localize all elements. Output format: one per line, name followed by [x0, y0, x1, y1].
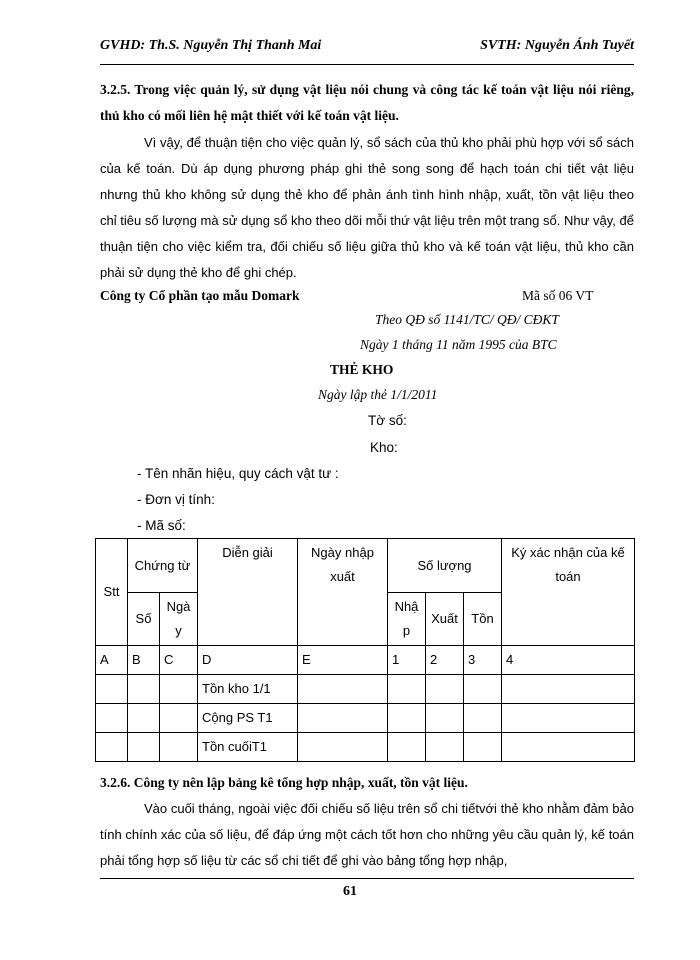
decision-date: Ngày 1 tháng 11 năm 1995 của BTC — [360, 337, 557, 352]
table-row — [96, 646, 635, 675]
section-326-heading: 3.2.6. Công ty nên lập bảng kê tổng hợp nhập, xuất, tồn vật liệu. — [100, 775, 468, 790]
section-325-heading: 3.2.5. Trong việc quản lý, sử dụng vật liệu nói chung và công tác kế toán vật liệu nói riêng, thủ kho có mối liên hệ mật thiết với kế toán vật liệu. — [100, 82, 634, 123]
section-325-body: Vì vậy, để thuận tiện cho việc quản lý, sổ sách của thủ kho phải phù hợp với sổ sách của kế toán. Dù áp dụng phương pháp ghi thẻ song song để hạch toán chi tiết vật liệu nhưng thủ kho không sử dụng thẻ kho để phản ánh tình hình nhập, xuất, tồn vật liệu theo chỉ tiêu số lượng mà sử dụng sổ kho theo dõi mỗi thứ vật liệu trên một trang sổ. Như vậy, để thuận tiện cho việc kiểm tra, đối chiếu số liệu giữa thủ kho và kế toán vật liệu, thủ kho cần phải sử dụng thẻ kho để ghi chép. — [100, 135, 634, 280]
col-ngay-nx: Ngày nhập xuất — [298, 539, 388, 646]
col-ton: Tồn — [464, 593, 502, 646]
header-student: SVTH: Nguyễn Ánh Tuyết — [480, 38, 634, 53]
warehouse-card-table — [95, 538, 635, 762]
field-code: - Mã số: — [137, 518, 186, 533]
row-label: Tồn cuốiT1 — [198, 733, 298, 762]
table-row — [96, 675, 635, 704]
code-cell: 3 — [464, 646, 502, 675]
col-dien-giai: Diễn giải — [198, 539, 298, 646]
page-header — [100, 38, 634, 54]
form-title: THẺ KHO — [330, 362, 394, 377]
field-unit: - Đơn vị tính: — [137, 492, 215, 507]
col-so: Số — [128, 593, 160, 646]
code-cell: B — [128, 646, 160, 675]
section-326-body: Vào cuối tháng, ngoài việc đối chiếu số liệu trên sổ chi tiếtvới thẻ kho nhằm đảm bảo tính chính xác của số liệu, để đáp ứng một cách tốt hơn cho những yêu cầu quản lý, kế toán phải tổng hợp số liệu từ các sổ chi tiết để ghi vào bảng tổng hợp nhập, — [100, 801, 634, 868]
row-label: Tồn kho 1/1 — [198, 675, 298, 704]
sheet-number: Tờ số: — [368, 413, 407, 428]
header-supervisor: GVHD: Th.S. Nguyễn Thị Thanh Mai — [100, 38, 322, 53]
table-row — [96, 733, 635, 762]
table-row — [96, 704, 635, 733]
warehouse-label: Kho: — [370, 440, 398, 455]
col-stt: Stt — [96, 539, 128, 646]
code-cell: E — [298, 646, 388, 675]
col-xuat: Xuất — [426, 593, 464, 646]
decision-ref: Theo QĐ số 1141/TC/ QĐ/ CĐKT — [375, 312, 559, 327]
col-so-luong: Số lượng — [388, 539, 502, 593]
col-nhap: Nhập — [388, 593, 426, 646]
col-chung-tu: Chứng từ — [128, 539, 198, 593]
field-item-name: - Tên nhãn hiệu, quy cách vật tư : — [137, 466, 339, 481]
code-cell: C — [160, 646, 198, 675]
created-date: Ngày lập thẻ 1/1/2011 — [318, 387, 438, 402]
code-cell: 2 — [426, 646, 464, 675]
col-ky-xac-nhan: Ký xác nhận của kế toán — [502, 539, 635, 646]
code-cell: 1 — [388, 646, 426, 675]
col-ngay: Ngày — [160, 593, 198, 646]
code-cell: 4 — [502, 646, 635, 675]
company-name: Công ty Cổ phần tạo mẫu Domark — [100, 288, 300, 303]
page-number: 61 — [343, 884, 357, 899]
code-cell: A — [96, 646, 128, 675]
footer-divider — [100, 878, 634, 879]
form-code: Mã số 06 VT — [522, 288, 594, 303]
header-divider — [100, 64, 634, 65]
code-cell: D — [198, 646, 298, 675]
row-label: Cộng PS T1 — [198, 704, 298, 733]
